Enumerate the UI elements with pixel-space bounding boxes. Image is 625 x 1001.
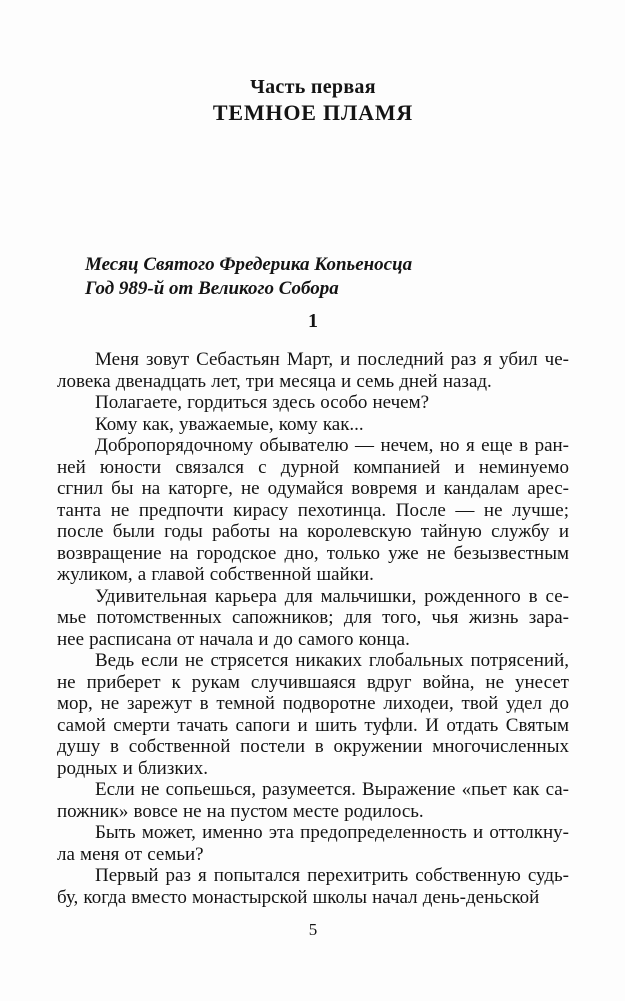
book-title: ТЕМНОЕ ПЛАМЯ xyxy=(212,100,414,125)
text-line: нее расписана от начала и до самого конца. xyxy=(57,628,410,650)
chapter-number: 1 xyxy=(308,310,318,332)
paragraph xyxy=(57,349,569,392)
text-line: мье потомственных сапожников; для того, чья жизнь зара- xyxy=(57,607,569,628)
text-line: бу, когда вместо монастырской школы начал день-деньской xyxy=(57,886,540,908)
paragraph xyxy=(57,779,569,822)
text-line: ловека двенадцать лет, три месяца и семь дней назад. xyxy=(57,370,492,392)
paragraph xyxy=(57,586,569,651)
paragraph xyxy=(57,650,569,779)
text-line: Добропорядочному обывателю — нечем, но я еще в ран- xyxy=(95,435,569,456)
text-line: Первый раз я попытался перехитрить собственную судь- xyxy=(95,865,569,886)
text-line: пожник» вовсе не на пустом месте родилось. xyxy=(57,800,424,822)
epigraph-line-2: Год 989-й от Великого Собора xyxy=(85,278,339,299)
epigraph xyxy=(57,253,569,301)
text-line: танта не предпочти кирасу пехотинца. После — не лучше; xyxy=(57,499,569,521)
text-line: Кому как, уважаемые, кому как... xyxy=(95,413,364,435)
part-title: Часть первая xyxy=(250,76,376,98)
text-line: мор, не зарежут в темной подворотне лиходеи, твой удел до xyxy=(57,693,569,714)
text-line: Быть может, именно эта предопределенность и оттолкну- xyxy=(95,822,569,843)
text-line: ла меня от семьи? xyxy=(57,843,204,865)
paragraph xyxy=(57,435,569,586)
text-line: жуликом, а главой собственной шайки. xyxy=(57,564,374,585)
paragraph xyxy=(57,392,569,414)
text-line: родных и близких. xyxy=(57,757,208,779)
text-line: Если не сопьешься, разумеется. Выражение «пьет как са- xyxy=(95,779,569,800)
body-text xyxy=(57,349,569,908)
text-line: не приберет к рукам случившаяся вдруг война, не унесет xyxy=(57,671,569,693)
text-line: Меня зовут Себастьян Март, и последний раз я убил че- xyxy=(95,349,569,370)
paragraph xyxy=(57,865,569,908)
text-line: ней юности связался с дурной компанией и неминуемо xyxy=(57,456,569,478)
text-line: после были годы работы на королевскую тайную службу и xyxy=(57,521,569,542)
text-line: душу в собственной постели в окружении многочисленных xyxy=(57,736,569,757)
text-line: сгнил бы на каторге, не одумайся вовремя и кандалам арес- xyxy=(57,478,569,499)
text-line: Полагаете, гордиться здесь особо нечем? xyxy=(95,392,430,413)
epigraph-line-1: Месяц Святого Фредерика Копьеносца xyxy=(85,254,413,275)
text-line: Удивительная карьера для мальчишки, рожденного в се- xyxy=(95,585,569,607)
paragraph xyxy=(57,822,569,865)
paragraph xyxy=(57,414,569,436)
text-line: самой смерти тачать сапоги и шить туфли. И отдать Святым xyxy=(57,714,569,736)
page-number: 5 xyxy=(308,920,318,939)
text-line: Ведь если не стрясется никаких глобальных потрясений, xyxy=(95,650,569,671)
text-line: возвращение на городское дно, только уже не безызвестным xyxy=(57,542,569,564)
